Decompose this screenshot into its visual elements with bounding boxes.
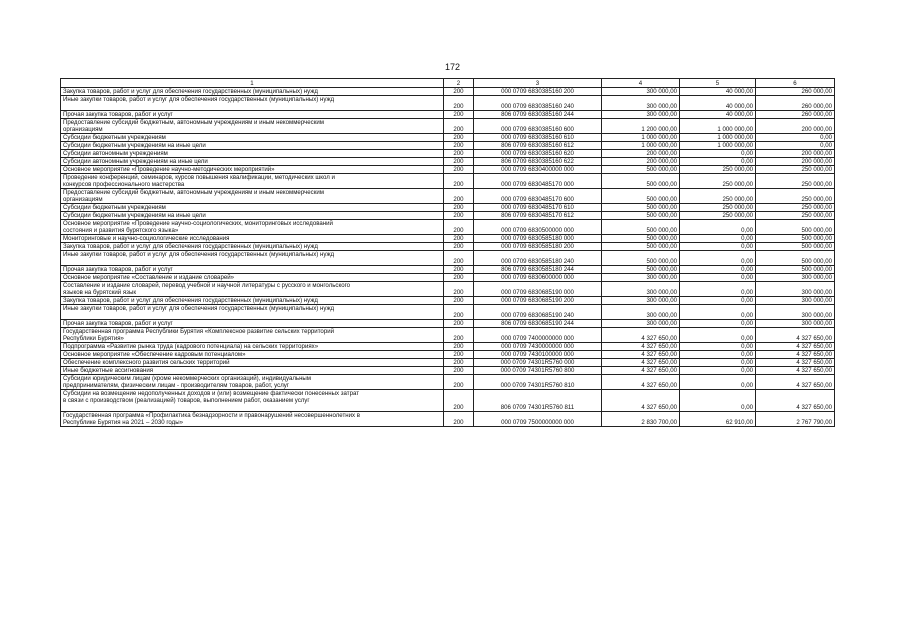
row-classification-cell: 000 0709 6830685190 200: [474, 297, 602, 305]
table-row: [61, 212, 835, 220]
row-amount-total-cell: 300 000,00: [602, 111, 680, 119]
row-name-line: [63, 103, 441, 110]
row-name-line: Республики Бурятия»: [63, 335, 124, 342]
row-amount-total-cell: 4 327 650,00: [602, 367, 680, 375]
row-name-line: Иные бюджетные ассигнования: [63, 367, 154, 374]
row-amount-a-cell: 0,00: [680, 158, 756, 166]
row-classification-cell: 000 0709 6830600000 000: [474, 274, 602, 282]
row-name-cell: [61, 412, 444, 427]
row-name-line: организациям: [63, 196, 103, 203]
row-name-cell: [61, 266, 444, 274]
row-code-cell: 200: [444, 142, 474, 150]
row-amount-a-cell: 0,00: [680, 343, 756, 351]
row-classification-cell: 000 0709 6830385160 200: [474, 88, 602, 96]
row-code-cell: 200: [444, 111, 474, 119]
row-amount-b-cell: 4 327 650,00: [756, 359, 835, 367]
row-name-line: Основное мероприятие «Обеспечение кадровым потенциалом»: [63, 351, 246, 358]
row-name-line: Закупка товаров, работ и услуг для обеспечения государственных (муниципальных) нужд: [63, 88, 318, 95]
row-code-cell: 200: [444, 367, 474, 375]
table-row: [61, 266, 835, 274]
row-code-cell: 200: [444, 359, 474, 367]
row-code-cell: 200: [444, 134, 474, 142]
table-row: [61, 282, 835, 297]
table-header-row: [61, 79, 835, 88]
page-number: 172: [444, 62, 461, 72]
row-amount-b-cell: 250 000,00: [756, 204, 835, 212]
row-classification-cell: 000 0709 6830585180 200: [474, 243, 602, 251]
row-code-cell: 200: [444, 96, 474, 111]
row-name-line: Субсидии на возмещение недополученных доходов и (или) возмещение фактически понесенных затрат: [63, 390, 360, 397]
row-code-cell: 200: [444, 412, 474, 427]
row-code-cell: 200: [444, 166, 474, 174]
row-code-cell: 200: [444, 204, 474, 212]
row-amount-total-cell: 1 000 000,00: [602, 142, 680, 150]
row-amount-b-cell: 4 327 650,00: [756, 367, 835, 375]
row-amount-b-cell: 250 000,00: [756, 174, 835, 189]
table-body: [61, 88, 835, 427]
row-name-cell: [61, 390, 444, 412]
row-name-line: Субсидии юридическим лицам (кроме некоммерческих организаций), индивидуальным: [63, 375, 311, 382]
row-name-line: Прочая закупка товаров, работ и услуг: [63, 320, 173, 327]
row-name-cell: [61, 96, 444, 111]
column-header: 6: [756, 79, 835, 88]
table-row: [61, 96, 835, 111]
row-classification-cell: 000 0709 74301R5760 810: [474, 375, 602, 390]
row-amount-total-cell: 500 000,00: [602, 189, 680, 204]
row-amount-b-cell: 4 327 650,00: [756, 390, 835, 412]
row-amount-total-cell: 300 000,00: [602, 96, 680, 111]
row-amount-a-cell: 40 000,00: [680, 88, 756, 96]
row-amount-a-cell: 0,00: [680, 297, 756, 305]
row-amount-b-cell: 0,00: [756, 134, 835, 142]
row-name-cell: [61, 212, 444, 220]
row-amount-a-cell: 250 000,00: [680, 174, 756, 189]
row-classification-cell: 000 0709 7500000000 000: [474, 412, 602, 427]
row-code-cell: 200: [444, 282, 474, 297]
row-name-line: Предоставление субсидий бюджетным, автономным учреждениям и иным некоммерческим: [63, 189, 324, 196]
table-row: [61, 111, 835, 119]
row-amount-b-cell: 260 000,00: [756, 111, 835, 119]
table-row: [61, 351, 835, 359]
row-name-line: Прочая закупка товаров, работ и услуг: [63, 111, 173, 118]
row-name-line: Государственная программа Республики Бурятия «Комплексное развитие сельских территорий: [63, 328, 335, 335]
row-name-cell: [61, 305, 444, 320]
row-amount-a-cell: 0,00: [680, 220, 756, 235]
row-amount-a-cell: 1 000 000,00: [680, 142, 756, 150]
row-name-cell: [61, 351, 444, 359]
row-name-line: Субсидии автономным учреждениям на иные цели: [63, 158, 208, 165]
row-classification-cell: 806 0709 6830385160 244: [474, 111, 602, 119]
row-code-cell: 200: [444, 305, 474, 320]
row-amount-total-cell: 4 327 650,00: [602, 351, 680, 359]
row-code-cell: 200: [444, 119, 474, 134]
row-amount-a-cell: 0,00: [680, 150, 756, 158]
row-classification-cell: 000 0709 7430100000 000: [474, 351, 602, 359]
row-name-line: Основное мероприятие «Составление и издание словарей»: [63, 274, 235, 281]
row-amount-b-cell: 260 000,00: [756, 88, 835, 96]
table-row: [61, 390, 835, 412]
column-header: 1: [61, 79, 444, 88]
row-name-line: Государственная программа «Профилактика безнадзорности и правонарушений несовершеннолетних в: [63, 412, 360, 419]
row-code-cell: 200: [444, 158, 474, 166]
row-name-cell: [61, 134, 444, 142]
row-amount-a-cell: 0,00: [680, 251, 756, 266]
row-name-line: Субсидии бюджетным учреждениям на иные цели: [63, 142, 206, 149]
row-amount-total-cell: 500 000,00: [602, 174, 680, 189]
column-header: 3: [474, 79, 602, 88]
row-amount-total-cell: 500 000,00: [602, 166, 680, 174]
row-amount-a-cell: 0,00: [680, 266, 756, 274]
row-name-cell: [61, 359, 444, 367]
table-row: [61, 189, 835, 204]
row-classification-cell: 000 0709 74301R5760 000: [474, 359, 602, 367]
row-name-line: Основное мероприятие «Проведение научно-социологических, мониторинговых исследований: [63, 220, 333, 227]
row-classification-cell: 806 0709 6830385160 612: [474, 142, 602, 150]
row-code-cell: 200: [444, 297, 474, 305]
row-name-cell: [61, 297, 444, 305]
row-amount-a-cell: 62 910,00: [680, 412, 756, 427]
row-classification-cell: 806 0709 74301R5760 811: [474, 390, 602, 412]
row-name-line: Иные закупки товаров, работ и услуг для обеспечения государственных (муниципальных) нужд: [63, 305, 335, 312]
row-name-line: Мониторинговые и научно-социологические исследования: [63, 235, 230, 242]
row-code-cell: 200: [444, 266, 474, 274]
row-name-line: Республике Бурятия на 2021 – 2030 годы»: [63, 419, 183, 426]
row-amount-b-cell: 200 000,00: [756, 119, 835, 134]
row-amount-total-cell: 1 000 000,00: [602, 134, 680, 142]
row-name-line: Иные закупки товаров, работ и услуг для обеспечения государственных (муниципальных) нужд: [63, 96, 335, 103]
row-name-line: Составление и издание словарей, перевод учебной и научной литературы с русского и монгольского: [63, 282, 351, 289]
row-classification-cell: 000 0709 74301R5760 800: [474, 367, 602, 375]
row-amount-total-cell: 500 000,00: [602, 243, 680, 251]
row-amount-total-cell: 300 000,00: [602, 320, 680, 328]
table-row: [61, 174, 835, 189]
row-amount-total-cell: 500 000,00: [602, 266, 680, 274]
row-name-cell: [61, 251, 444, 266]
row-amount-a-cell: 0,00: [680, 359, 756, 367]
row-code-cell: 200: [444, 351, 474, 359]
row-amount-b-cell: 300 000,00: [756, 305, 835, 320]
row-amount-a-cell: 250 000,00: [680, 204, 756, 212]
row-name-line: [63, 258, 441, 265]
row-code-cell: 200: [444, 88, 474, 96]
row-amount-a-cell: 1 000 000,00: [680, 119, 756, 134]
row-amount-b-cell: 2 767 790,00: [756, 412, 835, 427]
row-name-line: Субсидии бюджетным учреждениям: [63, 134, 166, 141]
table-row: [61, 297, 835, 305]
row-amount-a-cell: 1 000 000,00: [680, 134, 756, 142]
table-row: [61, 243, 835, 251]
table-row: [61, 220, 835, 235]
row-classification-cell: 000 0709 6830685190 000: [474, 282, 602, 297]
row-classification-cell: 000 0709 6830385160 240: [474, 96, 602, 111]
row-amount-a-cell: 0,00: [680, 351, 756, 359]
row-classification-cell: 806 0709 6830585180 244: [474, 266, 602, 274]
row-name-cell: [61, 243, 444, 251]
row-classification-cell: 000 0709 6830485170 600: [474, 189, 602, 204]
row-amount-total-cell: 300 000,00: [602, 305, 680, 320]
table-row: [61, 142, 835, 150]
row-amount-total-cell: 300 000,00: [602, 282, 680, 297]
table-row: [61, 305, 835, 320]
row-amount-b-cell: 250 000,00: [756, 166, 835, 174]
row-amount-a-cell: 40 000,00: [680, 111, 756, 119]
column-header: 4: [602, 79, 680, 88]
row-amount-b-cell: 300 000,00: [756, 297, 835, 305]
table-row: [61, 320, 835, 328]
row-classification-cell: 806 0709 6830385160 622: [474, 158, 602, 166]
row-name-line: Субсидии автономным учреждениям: [63, 150, 168, 157]
budget-table: [60, 78, 835, 427]
table-row: [61, 150, 835, 158]
row-amount-b-cell: 500 000,00: [756, 220, 835, 235]
row-classification-cell: 000 0709 6830500000 000: [474, 220, 602, 235]
row-amount-b-cell: 4 327 650,00: [756, 351, 835, 359]
row-amount-total-cell: 500 000,00: [602, 204, 680, 212]
row-name-cell: [61, 111, 444, 119]
row-name-line: в связи с производством (реализацией) товаров, выполнением работ, оказанием услуг: [63, 397, 310, 404]
row-code-cell: 200: [444, 189, 474, 204]
row-name-cell: [61, 142, 444, 150]
table-row: [61, 343, 835, 351]
row-amount-total-cell: 300 000,00: [602, 274, 680, 282]
row-name-line: Прочая закупка товаров, работ и услуг: [63, 266, 173, 273]
row-amount-a-cell: 0,00: [680, 320, 756, 328]
row-amount-a-cell: 0,00: [680, 274, 756, 282]
table-row: [61, 274, 835, 282]
table-row: [61, 235, 835, 243]
row-name-line: Закупка товаров, работ и услуг для обеспечения государственных (муниципальных) нужд: [63, 243, 318, 250]
row-code-cell: 200: [444, 375, 474, 390]
row-amount-b-cell: 4 327 650,00: [756, 375, 835, 390]
row-amount-b-cell: 500 000,00: [756, 235, 835, 243]
row-amount-b-cell: 300 000,00: [756, 320, 835, 328]
row-code-cell: 200: [444, 251, 474, 266]
row-name-line: языков на бурятский язык: [63, 289, 137, 296]
column-header: 5: [680, 79, 756, 88]
table-row: [61, 166, 835, 174]
row-name-line: Закупка товаров, работ и услуг для обеспечения государственных (муниципальных) нужд: [63, 297, 318, 304]
row-amount-b-cell: 0,00: [756, 142, 835, 150]
row-name-cell: [61, 220, 444, 235]
row-name-line: Основное мероприятие «Проведение научно-методических мероприятий»: [63, 166, 275, 173]
row-amount-total-cell: 500 000,00: [602, 251, 680, 266]
row-name-cell: [61, 150, 444, 158]
row-name-line: Субсидии бюджетным учреждениям на иные цели: [63, 212, 206, 219]
row-amount-a-cell: 0,00: [680, 305, 756, 320]
row-amount-total-cell: 300 000,00: [602, 297, 680, 305]
row-amount-total-cell: 500 000,00: [602, 235, 680, 243]
row-name-cell: [61, 166, 444, 174]
row-classification-cell: 000 0709 6830385160 610: [474, 134, 602, 142]
table-row: [61, 359, 835, 367]
row-amount-total-cell: 4 327 650,00: [602, 359, 680, 367]
row-name-cell: [61, 189, 444, 204]
row-amount-b-cell: 250 000,00: [756, 212, 835, 220]
table-row: [61, 204, 835, 212]
row-amount-b-cell: 300 000,00: [756, 274, 835, 282]
row-amount-a-cell: 0,00: [680, 367, 756, 375]
row-amount-a-cell: 0,00: [680, 235, 756, 243]
row-name-line: конкурсов профессионального мастерства: [63, 181, 185, 188]
row-amount-a-cell: 0,00: [680, 328, 756, 343]
row-amount-b-cell: 500 000,00: [756, 251, 835, 266]
row-amount-b-cell: 250 000,00: [756, 189, 835, 204]
row-name-line: предпринимателям, физическим лицам - производителям товаров, работ, услуг: [63, 382, 290, 389]
row-classification-cell: 000 0709 6830385160 600: [474, 119, 602, 134]
row-amount-b-cell: 500 000,00: [756, 266, 835, 274]
row-code-cell: 200: [444, 328, 474, 343]
row-amount-total-cell: 200 000,00: [602, 150, 680, 158]
row-amount-b-cell: 500 000,00: [756, 243, 835, 251]
row-name-cell: [61, 204, 444, 212]
row-classification-cell: 000 0709 6830400000 000: [474, 166, 602, 174]
row-classification-cell: 000 0709 7400000000 000: [474, 328, 602, 343]
row-amount-a-cell: 0,00: [680, 282, 756, 297]
row-code-cell: 200: [444, 150, 474, 158]
table-row: [61, 158, 835, 166]
row-code-cell: 200: [444, 220, 474, 235]
row-name-line: Предоставление субсидий бюджетным, автономным учреждениям и иным некоммерческим: [63, 119, 324, 126]
row-amount-total-cell: 4 327 650,00: [602, 328, 680, 343]
table-row: [61, 375, 835, 390]
table-row: [61, 367, 835, 375]
row-name-cell: [61, 119, 444, 134]
row-classification-cell: 806 0709 6830685190 244: [474, 320, 602, 328]
row-name-cell: [61, 343, 444, 351]
row-name-line: состояния и развития бурятского языка»: [63, 227, 179, 234]
row-name-cell: [61, 158, 444, 166]
row-name-cell: [61, 367, 444, 375]
row-code-cell: 200: [444, 390, 474, 412]
row-amount-total-cell: 200 000,00: [602, 158, 680, 166]
row-amount-total-cell: 4 327 650,00: [602, 390, 680, 412]
row-amount-b-cell: 300 000,00: [756, 282, 835, 297]
row-name-line: Обеспечение комплексного развития сельских территорий: [63, 359, 230, 366]
row-code-cell: 200: [444, 320, 474, 328]
table-row: [61, 88, 835, 96]
row-name-cell: [61, 274, 444, 282]
row-amount-a-cell: 250 000,00: [680, 189, 756, 204]
row-name-cell: [61, 174, 444, 189]
row-name-line: организациям: [63, 126, 103, 133]
row-amount-total-cell: 4 327 650,00: [602, 375, 680, 390]
row-classification-cell: 000 0709 7430000000 000: [474, 343, 602, 351]
row-amount-total-cell: 4 327 650,00: [602, 343, 680, 351]
row-name-cell: [61, 282, 444, 297]
row-name-line: [63, 404, 441, 411]
row-amount-total-cell: 500 000,00: [602, 212, 680, 220]
row-classification-cell: 000 0709 6830685190 240: [474, 305, 602, 320]
row-classification-cell: 000 0709 6830385160 620: [474, 150, 602, 158]
row-classification-cell: 000 0709 6830585180 000: [474, 235, 602, 243]
row-name-cell: [61, 320, 444, 328]
row-classification-cell: 000 0709 6830585180 240: [474, 251, 602, 266]
row-amount-total-cell: 500 000,00: [602, 220, 680, 235]
row-amount-a-cell: 40 000,00: [680, 96, 756, 111]
row-name-line: [63, 312, 441, 319]
row-amount-total-cell: 300 000,00: [602, 88, 680, 96]
row-amount-total-cell: 2 830 700,00: [602, 412, 680, 427]
row-name-cell: [61, 235, 444, 243]
table-row: [61, 134, 835, 142]
row-code-cell: 200: [444, 243, 474, 251]
row-amount-b-cell: 260 000,00: [756, 96, 835, 111]
row-code-cell: 200: [444, 343, 474, 351]
row-amount-b-cell: 4 327 650,00: [756, 343, 835, 351]
row-name-cell: [61, 328, 444, 343]
row-name-line: Подпрограмма «Развитие рынка труда (кадрового потенциала) на сельских территориях»: [63, 343, 319, 350]
row-name-cell: [61, 88, 444, 96]
table-row: [61, 119, 835, 134]
row-code-cell: 200: [444, 212, 474, 220]
row-code-cell: 200: [444, 235, 474, 243]
row-classification-cell: 806 0709 6830485170 612: [474, 212, 602, 220]
row-amount-total-cell: 1 200 000,00: [602, 119, 680, 134]
row-code-cell: 200: [444, 174, 474, 189]
table-row: [61, 251, 835, 266]
row-amount-a-cell: 0,00: [680, 375, 756, 390]
table-row: [61, 412, 835, 427]
column-header: 2: [444, 79, 474, 88]
row-name-line: Субсидии бюджетным учреждениям: [63, 204, 166, 211]
table-row: [61, 328, 835, 343]
row-amount-b-cell: 4 327 650,00: [756, 328, 835, 343]
row-name-cell: [61, 375, 444, 390]
row-code-cell: 200: [444, 274, 474, 282]
row-amount-a-cell: 0,00: [680, 390, 756, 412]
row-classification-cell: 000 0709 6830485170 610: [474, 204, 602, 212]
row-amount-a-cell: 250 000,00: [680, 212, 756, 220]
row-amount-a-cell: 0,00: [680, 243, 756, 251]
row-amount-b-cell: 200 000,00: [756, 150, 835, 158]
row-amount-b-cell: 200 000,00: [756, 158, 835, 166]
row-classification-cell: 000 0709 6830485170 000: [474, 174, 602, 189]
row-amount-a-cell: 250 000,00: [680, 166, 756, 174]
row-name-line: Проведение конференций, семинаров, курсов повышения квалификации, методических школ и: [63, 174, 335, 181]
row-name-line: Иные закупки товаров, работ и услуг для обеспечения государственных (муниципальных) нужд: [63, 251, 335, 258]
